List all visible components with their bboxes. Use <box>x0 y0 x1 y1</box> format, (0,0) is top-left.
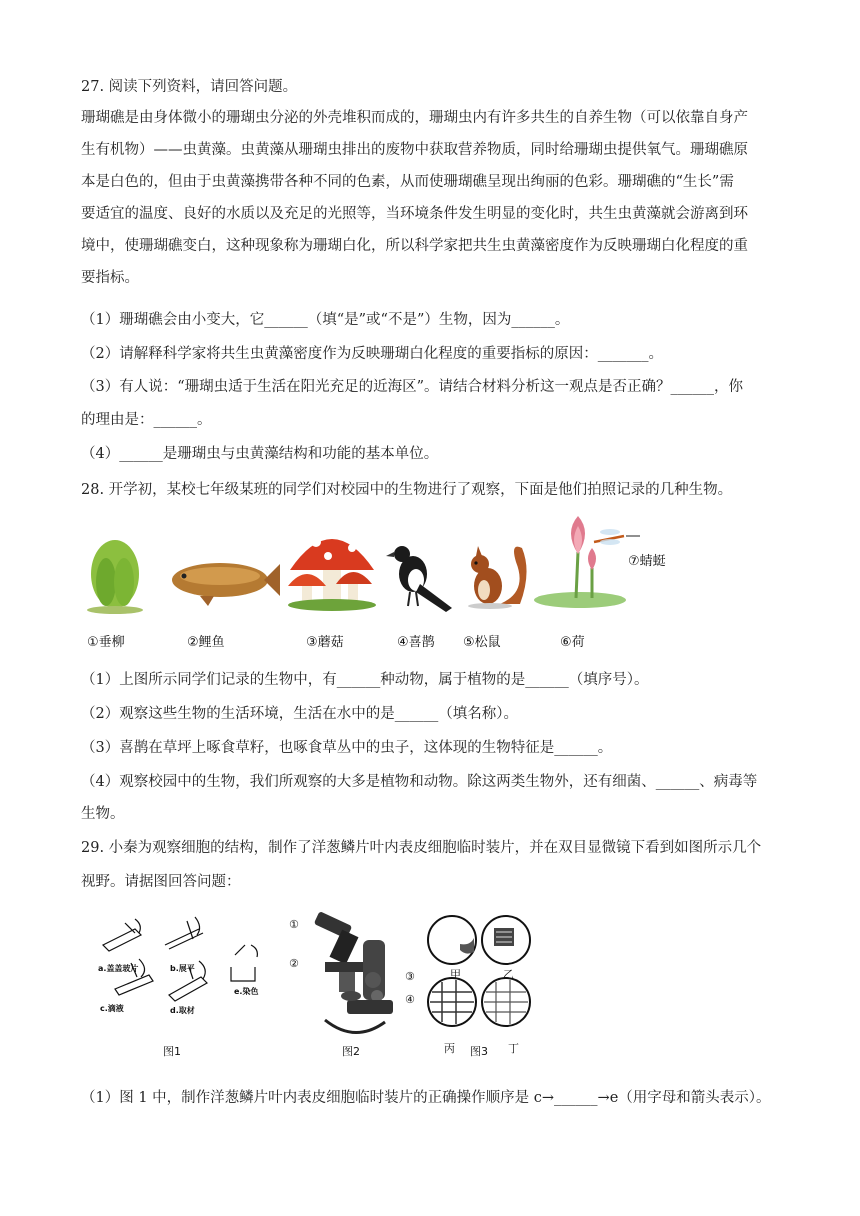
q27-passage-line: 境中，使珊瑚礁变白，这种现象称为珊瑚白化，所以科学家把共生虫黄藻密度作为反映珊瑚白化程度的重 <box>81 238 748 254</box>
q29-title: 29. 小秦为观察细胞的结构，制作了洋葱鳞片叶内表皮细胞临时装片，并在双目显微镜下看到如图所示几个 <box>81 840 762 856</box>
step-c-label: c.滴液 <box>100 1004 124 1013</box>
q27-passage-line: 生有机物）——虫黄藻。虫黄藻从珊瑚虫排出的废物中获取营养物质，同时给珊瑚虫提供氧气。珊瑚礁原 <box>81 142 748 158</box>
q28-item-1: （1）上图所示同学们记录的生物中，有______种动物，属于植物的是______（填序号）。 <box>81 672 649 688</box>
q28-title: 28. 开学初，某校七年级某班的同学们对校园中的生物进行了观察，下面是他们拍照记录的几种生物。 <box>81 482 733 498</box>
microscope-icon <box>314 911 393 1032</box>
carp-image <box>172 563 280 606</box>
q27-passage-line: 本是白色的，但由于虫黄藻携带各种不同的色素，从而使珊瑚礁呈现出绚丽的色彩。珊瑚礁的“生长”需 <box>81 174 734 190</box>
marker-2: ② <box>289 957 299 970</box>
step-d-label: d.取材 <box>170 1006 195 1015</box>
mushroom-image <box>288 527 376 611</box>
willow-image <box>87 540 143 614</box>
view-bing-label: 丙 <box>444 1042 455 1055</box>
q27-item-4: （4）______是珊瑚虫与虫黄藻结构和功能的基本单位。 <box>81 446 439 462</box>
marker-3: ③ <box>405 970 415 983</box>
q27-item-1: （1）珊瑚礁会由小变大，它______（填“是”或“不是”）生物，因为______。 <box>81 312 570 328</box>
q27-passage-line: 珊瑚礁是由身体微小的珊瑚虫分泌的外壳堆积而成的，珊瑚虫内有许多共生的自养生物（可以依靠自身产 <box>81 110 748 126</box>
view-yi-label: 乙 <box>503 968 514 981</box>
figure-3-caption: 图3 <box>470 1045 488 1058</box>
label-carp: ②鲤鱼 <box>187 635 225 650</box>
figure-2-caption: 图2 <box>342 1045 360 1058</box>
view-jia-label: 甲 <box>450 968 461 981</box>
squirrel-image <box>468 546 527 609</box>
step-b-label: b.展平 <box>170 964 195 973</box>
view-ding-label: 丁 <box>508 1042 519 1055</box>
q27-item-2: （2）请解释科学家将共生虫黄藻密度作为反映珊瑚白化程度的重要指标的原因：_______。 <box>81 346 663 362</box>
label-dragonfly: ⑦蜻蜓 <box>628 554 666 569</box>
step-e-label: e.染色 <box>234 987 259 996</box>
figure-1-caption: 图1 <box>163 1045 181 1058</box>
q27-item-3: （3）有人说：“珊瑚虫适于生活在阳光充足的近海区”。请结合材料分析这一观点是否正确？______，你 <box>81 379 744 395</box>
label-willow: ①垂柳 <box>87 635 125 650</box>
field-of-view-figure <box>426 910 536 1045</box>
q27-passage-line: 要适宜的温度、良好的水质以及充足的光照等，当环境条件发生明显的变化时，共生虫黄藻就会游离到环 <box>81 206 748 222</box>
dragonfly-image <box>594 529 640 545</box>
q27-passage-line: 要指标。 <box>81 270 139 286</box>
label-squirrel: ⑤松鼠 <box>463 635 501 650</box>
microscope-figure <box>285 910 415 1040</box>
label-lotus: ⑥荷 <box>560 635 585 650</box>
magpie-image <box>386 546 452 612</box>
marker-4: ④ <box>405 993 415 1006</box>
q29-item-1: （1）图 1 中，制作洋葱鳞片叶内表皮细胞临时装片的正确操作顺序是 c→______→e（用字母和箭头表示）。 <box>81 1090 771 1106</box>
step-a-label: a.盖盖玻片 <box>98 964 139 973</box>
q28-item-2: （2）观察这些生物的生活环境，生活在水中的是______（填名称）。 <box>81 706 518 722</box>
label-magpie: ④喜鹊 <box>397 635 435 650</box>
q28-item-3: （3）喜鹊在草坪上啄食草籽，也啄食草丛中的虫子，这体现的生物特征是______。 <box>81 740 613 756</box>
q27-item-3-cont: 的理由是：______。 <box>81 412 212 428</box>
marker-1: ① <box>289 918 299 931</box>
label-mushroom: ③蘑菇 <box>306 635 344 650</box>
q28-item-4: （4）观察校园中的生物，我们所观察的大多是植物和动物。除这两类生物外，还有细菌、______、病毒等 <box>81 774 758 790</box>
q29-title-cont: 视野。请据图回答问题： <box>81 874 241 890</box>
q28-item-4-cont: 生物。 <box>81 806 125 822</box>
q27-title: 27. 阅读下列资料，请回答问题。 <box>81 79 298 95</box>
